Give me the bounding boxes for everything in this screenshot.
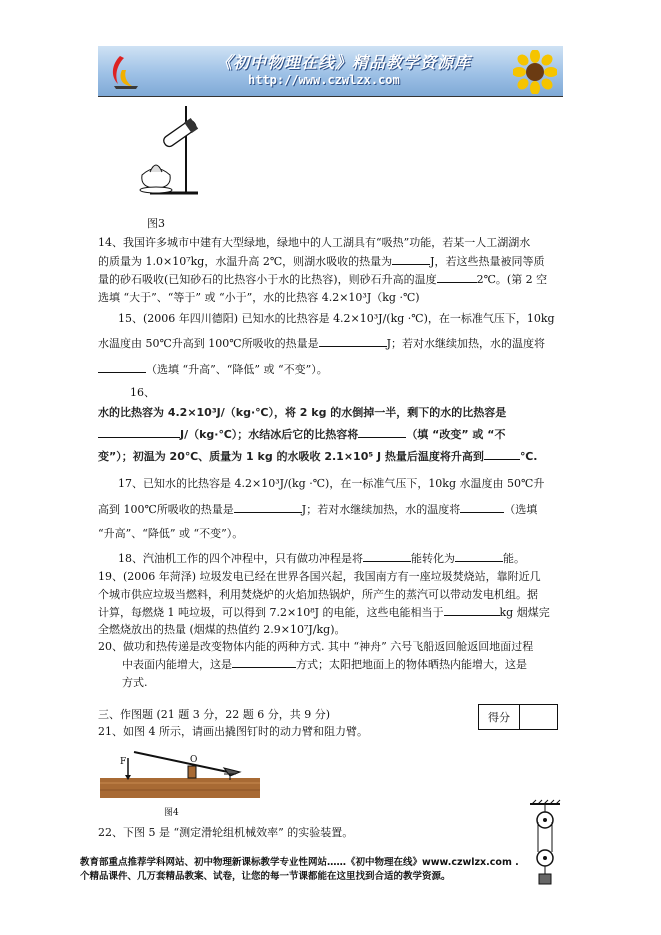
score-value[interactable]	[520, 705, 557, 729]
q15-blank-1[interactable]	[319, 334, 387, 347]
q14-line3	[98, 270, 547, 289]
q17-line3: “升高”、“降低” 或 “不变”）。	[98, 527, 244, 540]
q14-text: 量的砂石吸收(已知砂石的比热容小于水的比热容)，则砂石升高的温度	[98, 273, 437, 286]
q20-text: 方式.	[122, 676, 148, 689]
q14-blank-1[interactable]	[392, 252, 430, 265]
site-logo-icon	[108, 52, 142, 90]
q14-text: 的质量为 1.0×10⁷kg，水温升高 2℃，则湖水吸收的热量为	[98, 255, 393, 268]
q18-blank-2[interactable]	[455, 549, 503, 562]
q14-line2	[98, 252, 545, 271]
figure-3-caption: 图3	[147, 217, 165, 230]
q15-line3	[98, 360, 328, 379]
q20-line2	[122, 655, 527, 674]
banner-url[interactable]: http://www.czwlzx.com	[248, 73, 400, 87]
q17-text: J；若对水继续加热，水的温度将	[301, 503, 461, 516]
q21-line1: 21、如图 4 所示，请画出撬图钉时的动力臂和阻力臂。	[98, 725, 368, 738]
q17-text: 高到 100℃所吸收的热量是	[98, 503, 234, 516]
q18-text: 能转化为	[411, 552, 455, 565]
q14-text: 2℃。(第 2 空	[476, 273, 548, 286]
q15-text: （选填 “升高”、“降低” 或 “不变”）。	[146, 363, 328, 376]
q16-blank-2[interactable]	[358, 425, 406, 438]
q16-line3	[98, 447, 568, 467]
q17-line1: 17、已知水的比热容是 4.2×10³J/(kg ·℃)，在一标准气压下，10kg 水温度由 50℃升	[118, 477, 545, 490]
q18-line1	[118, 549, 525, 568]
q17-blank-2[interactable]	[460, 500, 504, 513]
q20-text: 方式；太阳把地面上的物体晒热内能增大，这是	[296, 658, 527, 671]
q17-blank-1[interactable]	[234, 500, 302, 513]
figure-3-apparatus	[120, 100, 210, 200]
q19-line4: 全燃烧放出的热量 (烟煤的热值约 2.9×10⁷J/kg)。	[98, 623, 346, 636]
q16-text: （填 “改变” 或 “不	[406, 428, 506, 441]
q18-text: 18、汽油机工作的四个冲程中，只有做功冲程是将	[118, 552, 363, 565]
score-box	[478, 704, 558, 730]
q15-blank-2[interactable]	[98, 360, 146, 373]
q16-line2	[98, 425, 568, 445]
q19-text: kg 烟煤完	[499, 606, 550, 619]
q20-line1: 20、做功和热传递是改变物体内能的两种方式. 其中 “神舟” 六号飞船返回舱返回地面过程	[98, 640, 534, 653]
q18-text: 能。	[503, 552, 525, 565]
q16-line1: 水的比热容为 4.2×10³J/（kg·℃），将 2 kg 的水倒掉一半，剩下的水的比热容是	[98, 406, 507, 419]
q19-line2: 个城市供应垃圾当燃料，利用焚烧炉的火焰加热锅炉，所产生的蒸汽可以带动发电机组。据	[98, 588, 538, 601]
q16-blank-1[interactable]	[98, 425, 180, 438]
figure-4-lever	[98, 748, 266, 804]
q22-line1: 22、下图 5 是 “测定滑轮组机械效率” 的实验装置。	[98, 826, 354, 839]
figure-4-label-O: O	[190, 755, 198, 765]
figure-4-caption: 图4	[164, 808, 179, 818]
q16-text: J/（kg·℃）；水结冰后它的比热容将	[180, 428, 359, 441]
page-footer	[80, 856, 519, 884]
q16-blank-3[interactable]	[484, 447, 520, 460]
sunflower-icon	[513, 50, 557, 94]
q14-blank-2[interactable]	[437, 270, 477, 283]
q14-text: J，若这些热量被同等质	[430, 255, 545, 268]
q18-blank-1[interactable]	[363, 549, 411, 562]
section-3-heading: 三、作图题 (21 题 3 分，22 题 6 分，共 9 分)	[98, 708, 331, 721]
site-banner	[98, 46, 563, 97]
banner-title: 《初中物理在线》精品教学资源库	[216, 53, 472, 72]
q20-blank-1[interactable]	[232, 655, 296, 668]
footer-line2: 个精品课件、几万套精品教案、试卷，让您的每一节课都能在这里找到合适的教学资源。	[80, 871, 451, 882]
footer-line1: 教育部重点推荐学科网站、初中物理新课标教学专业性网站……《初中物理在线》www.czwlzx.com .	[80, 857, 519, 868]
q19-text: 计算，每燃烧 1 吨垃圾，可以得到 7.2×10⁸J 的电能，这些电能相当于	[98, 606, 444, 619]
q19-line1: 19、(2006 年菏泽) 垃圾发电已经在世界各国兴起，我国南方有一座垃圾焚烧站，靠附近几	[98, 570, 541, 583]
q16-number: 16、	[130, 386, 155, 399]
q17-line2	[98, 500, 537, 519]
figure-4-label-F: F	[120, 757, 127, 767]
q20-line3	[122, 673, 148, 692]
q16-text: 变”）；初温为 20℃、质量为 1 kg 的水吸收 2.1×10⁵ J 热量后温度将升高到	[98, 450, 484, 463]
q17-text: （选填	[504, 503, 538, 516]
q19-blank-1[interactable]	[444, 603, 500, 616]
q20-text: 中表面内能增大，这是	[122, 658, 232, 671]
q15-text: J；若对水继续加热，水的温度将	[386, 337, 546, 350]
q15-text: 水温度由 50℃升高到 100℃所吸收的热量是	[98, 337, 319, 350]
figure-5-pulley	[528, 798, 562, 890]
header-rule	[98, 96, 563, 97]
q16-text: ℃.	[519, 450, 538, 463]
q14-line4: 选填 “大于”、“等于” 或 “小于”，水的比热容 4.2×10³J（kg ·℃)	[98, 291, 420, 304]
score-label: 得分	[479, 705, 520, 729]
q15-line1: 15、(2006 年四川德阳) 已知水的比热容是 4.2×10³J/(kg ·℃)，在一标准气压下，10kg	[118, 312, 555, 325]
q14-line1: 14、我国许多城市中建有大型绿地，绿地中的人工湖具有“吸热”功能，若某一人工湖湖水	[98, 236, 531, 249]
q15-line2	[98, 334, 545, 353]
